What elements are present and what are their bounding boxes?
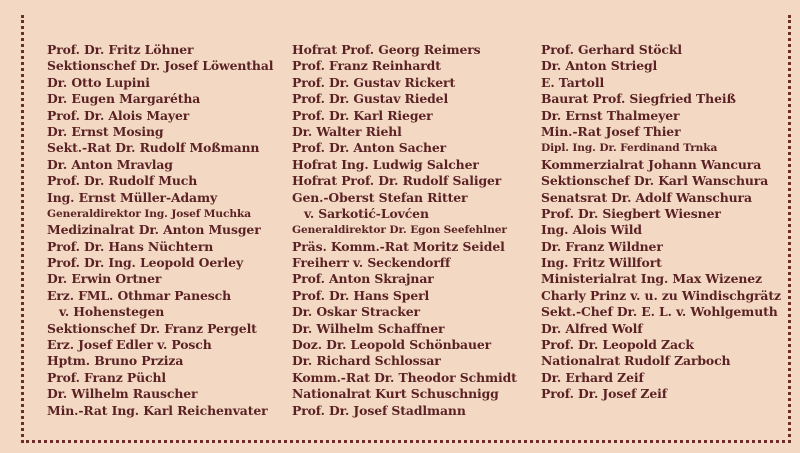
- list-item: Ing. Ernst Müller-Adamy: [47, 189, 218, 205]
- list-item: Generaldirektor Dr. Egon Seefehlner: [292, 224, 507, 237]
- list-item: Prof. Dr. Hans Nüchtern: [47, 238, 214, 254]
- list-item: Ing. Alois Wild: [541, 222, 642, 238]
- list-item: Dr. Wilhelm Rauscher: [47, 386, 198, 402]
- list-item: Sektionschef Dr. Franz Pergelt: [47, 320, 257, 336]
- list-item: Prof. Franz Püchl: [47, 369, 167, 385]
- list-item: Doz. Dr. Leopold Schönbauer: [292, 337, 492, 353]
- list-item: Dr. Eugen Margarétha: [47, 91, 201, 107]
- list-item: Dipl. Ing. Dr. Ferdinand Trnka: [541, 142, 718, 155]
- list-item: Kommerzialrat Johann Wancura: [541, 156, 762, 172]
- list-item: Prof. Dr. Leopold Zack: [541, 337, 694, 353]
- list-item: Generaldirektor Ing. Josef Muchka: [47, 207, 251, 220]
- list-item: Ministerialrat Ing. Max Wizenez: [541, 271, 762, 287]
- list-item: Prof. Dr. Hans Sperl: [292, 287, 430, 303]
- list-item: Dr. Walter Riehl: [292, 123, 402, 139]
- list-item: Prof. Dr. Anton Sacher: [292, 140, 447, 156]
- list-item: Nationalrat Rudolf Zarboch: [541, 353, 731, 369]
- list-item: Erz. Josef Edler v. Posch: [47, 337, 212, 353]
- list-item: Prof. Gerhard Stöckl: [541, 42, 682, 57]
- list-item: Min.-Rat Josef Thier: [541, 123, 681, 139]
- list-item: Prof. Dr. Fritz Löhner: [47, 42, 194, 57]
- list-item: Prof. Dr. Karl Rieger: [292, 107, 433, 123]
- list-item: Sektionschef Dr. Karl Wanschura: [541, 173, 769, 189]
- list-item: Dr. Ernst Thalmeyer: [541, 107, 680, 123]
- list-item: Dr. Anton Striegl: [541, 58, 658, 74]
- list-item: Hofrat Prof. Georg Reimers: [292, 42, 481, 57]
- list-item: Gen.-Oberst Stefan Ritter: [292, 189, 468, 205]
- list-item: Prof. Dr. Gustav Rickert: [292, 74, 456, 90]
- list-item: Sekt.-Rat Dr. Rudolf Moßmann: [47, 140, 260, 156]
- list-item: Sektionschef Dr. Josef Löwenthal: [47, 58, 274, 74]
- name-column-1: [47, 42, 292, 419]
- list-item: Komm.-Rat Dr. Theodor Schmidt: [292, 369, 517, 385]
- list-item: Prof. Dr. Siegbert Wiesner: [541, 205, 721, 221]
- list-item: Ing. Fritz Willfort: [541, 255, 662, 271]
- list-item: Prof. Dr. Josef Zeif: [541, 386, 667, 402]
- list-item: Prof. Dr. Gustav Riedel: [292, 91, 449, 107]
- list-item: Prof. Dr. Ing. Leopold Oerley: [47, 255, 244, 271]
- list-item: Baurat Prof. Siegfried Theiß: [541, 91, 736, 107]
- list-item: v. Sarkotić-Lovćen: [304, 205, 429, 221]
- list-item: Nationalrat Kurt Schuschnigg: [292, 386, 499, 402]
- list-item: v. Hohenstegen: [59, 304, 165, 320]
- name-column-3: [541, 42, 786, 403]
- list-item: Dr. Richard Schlossar: [292, 353, 441, 369]
- list-item: Dr. Otto Lupini: [47, 74, 150, 90]
- list-item: Prof. Dr. Rudolf Much: [47, 173, 198, 189]
- list-item: Charly Prinz v. u. zu Windischgrätz: [541, 287, 781, 303]
- list-item: Dr. Erhard Zeif: [541, 369, 644, 385]
- list-item: Min.-Rat Ing. Karl Reichenvater: [47, 402, 268, 418]
- list-item: Dr. Alfred Wolf: [541, 320, 643, 336]
- list-item: Dr. Ernst Mosing: [47, 123, 164, 139]
- list-item: Erz. FML. Othmar Panesch: [47, 287, 232, 303]
- name-column-2: [292, 42, 537, 419]
- list-item: Senatsrat Dr. Adolf Wanschura: [541, 189, 752, 205]
- list-item: Hptm. Bruno Prziza: [47, 353, 184, 369]
- list-item: Dr. Anton Mravlag: [47, 156, 173, 172]
- list-item: Hofrat Prof. Dr. Rudolf Saliger: [292, 173, 502, 189]
- list-item: Prof. Dr. Alois Mayer: [47, 107, 190, 123]
- list-item: Freiherr v. Seckendorff: [292, 255, 451, 271]
- list-item: Dr. Wilhelm Schaffner: [292, 320, 445, 336]
- list-item: Dr. Erwin Ortner: [47, 271, 162, 287]
- list-item: Medizinalrat Dr. Anton Musger: [47, 222, 261, 238]
- list-item: Sekt.-Chef Dr. E. L. v. Wohlgemuth: [541, 304, 778, 320]
- list-item: Prof. Anton Skrajnar: [292, 271, 434, 287]
- list-item: Prof. Franz Reinhardt: [292, 58, 441, 74]
- list-item: Hofrat Ing. Ludwig Salcher: [292, 156, 479, 172]
- list-item: Dr. Oskar Stracker: [292, 304, 420, 320]
- list-item: Dr. Franz Wildner: [541, 238, 663, 254]
- list-item: Prof. Dr. Josef Stadlmann: [292, 402, 466, 418]
- list-item: Präs. Komm.-Rat Moritz Seidel: [292, 238, 505, 254]
- list-item: E. Tartoll: [541, 74, 605, 90]
